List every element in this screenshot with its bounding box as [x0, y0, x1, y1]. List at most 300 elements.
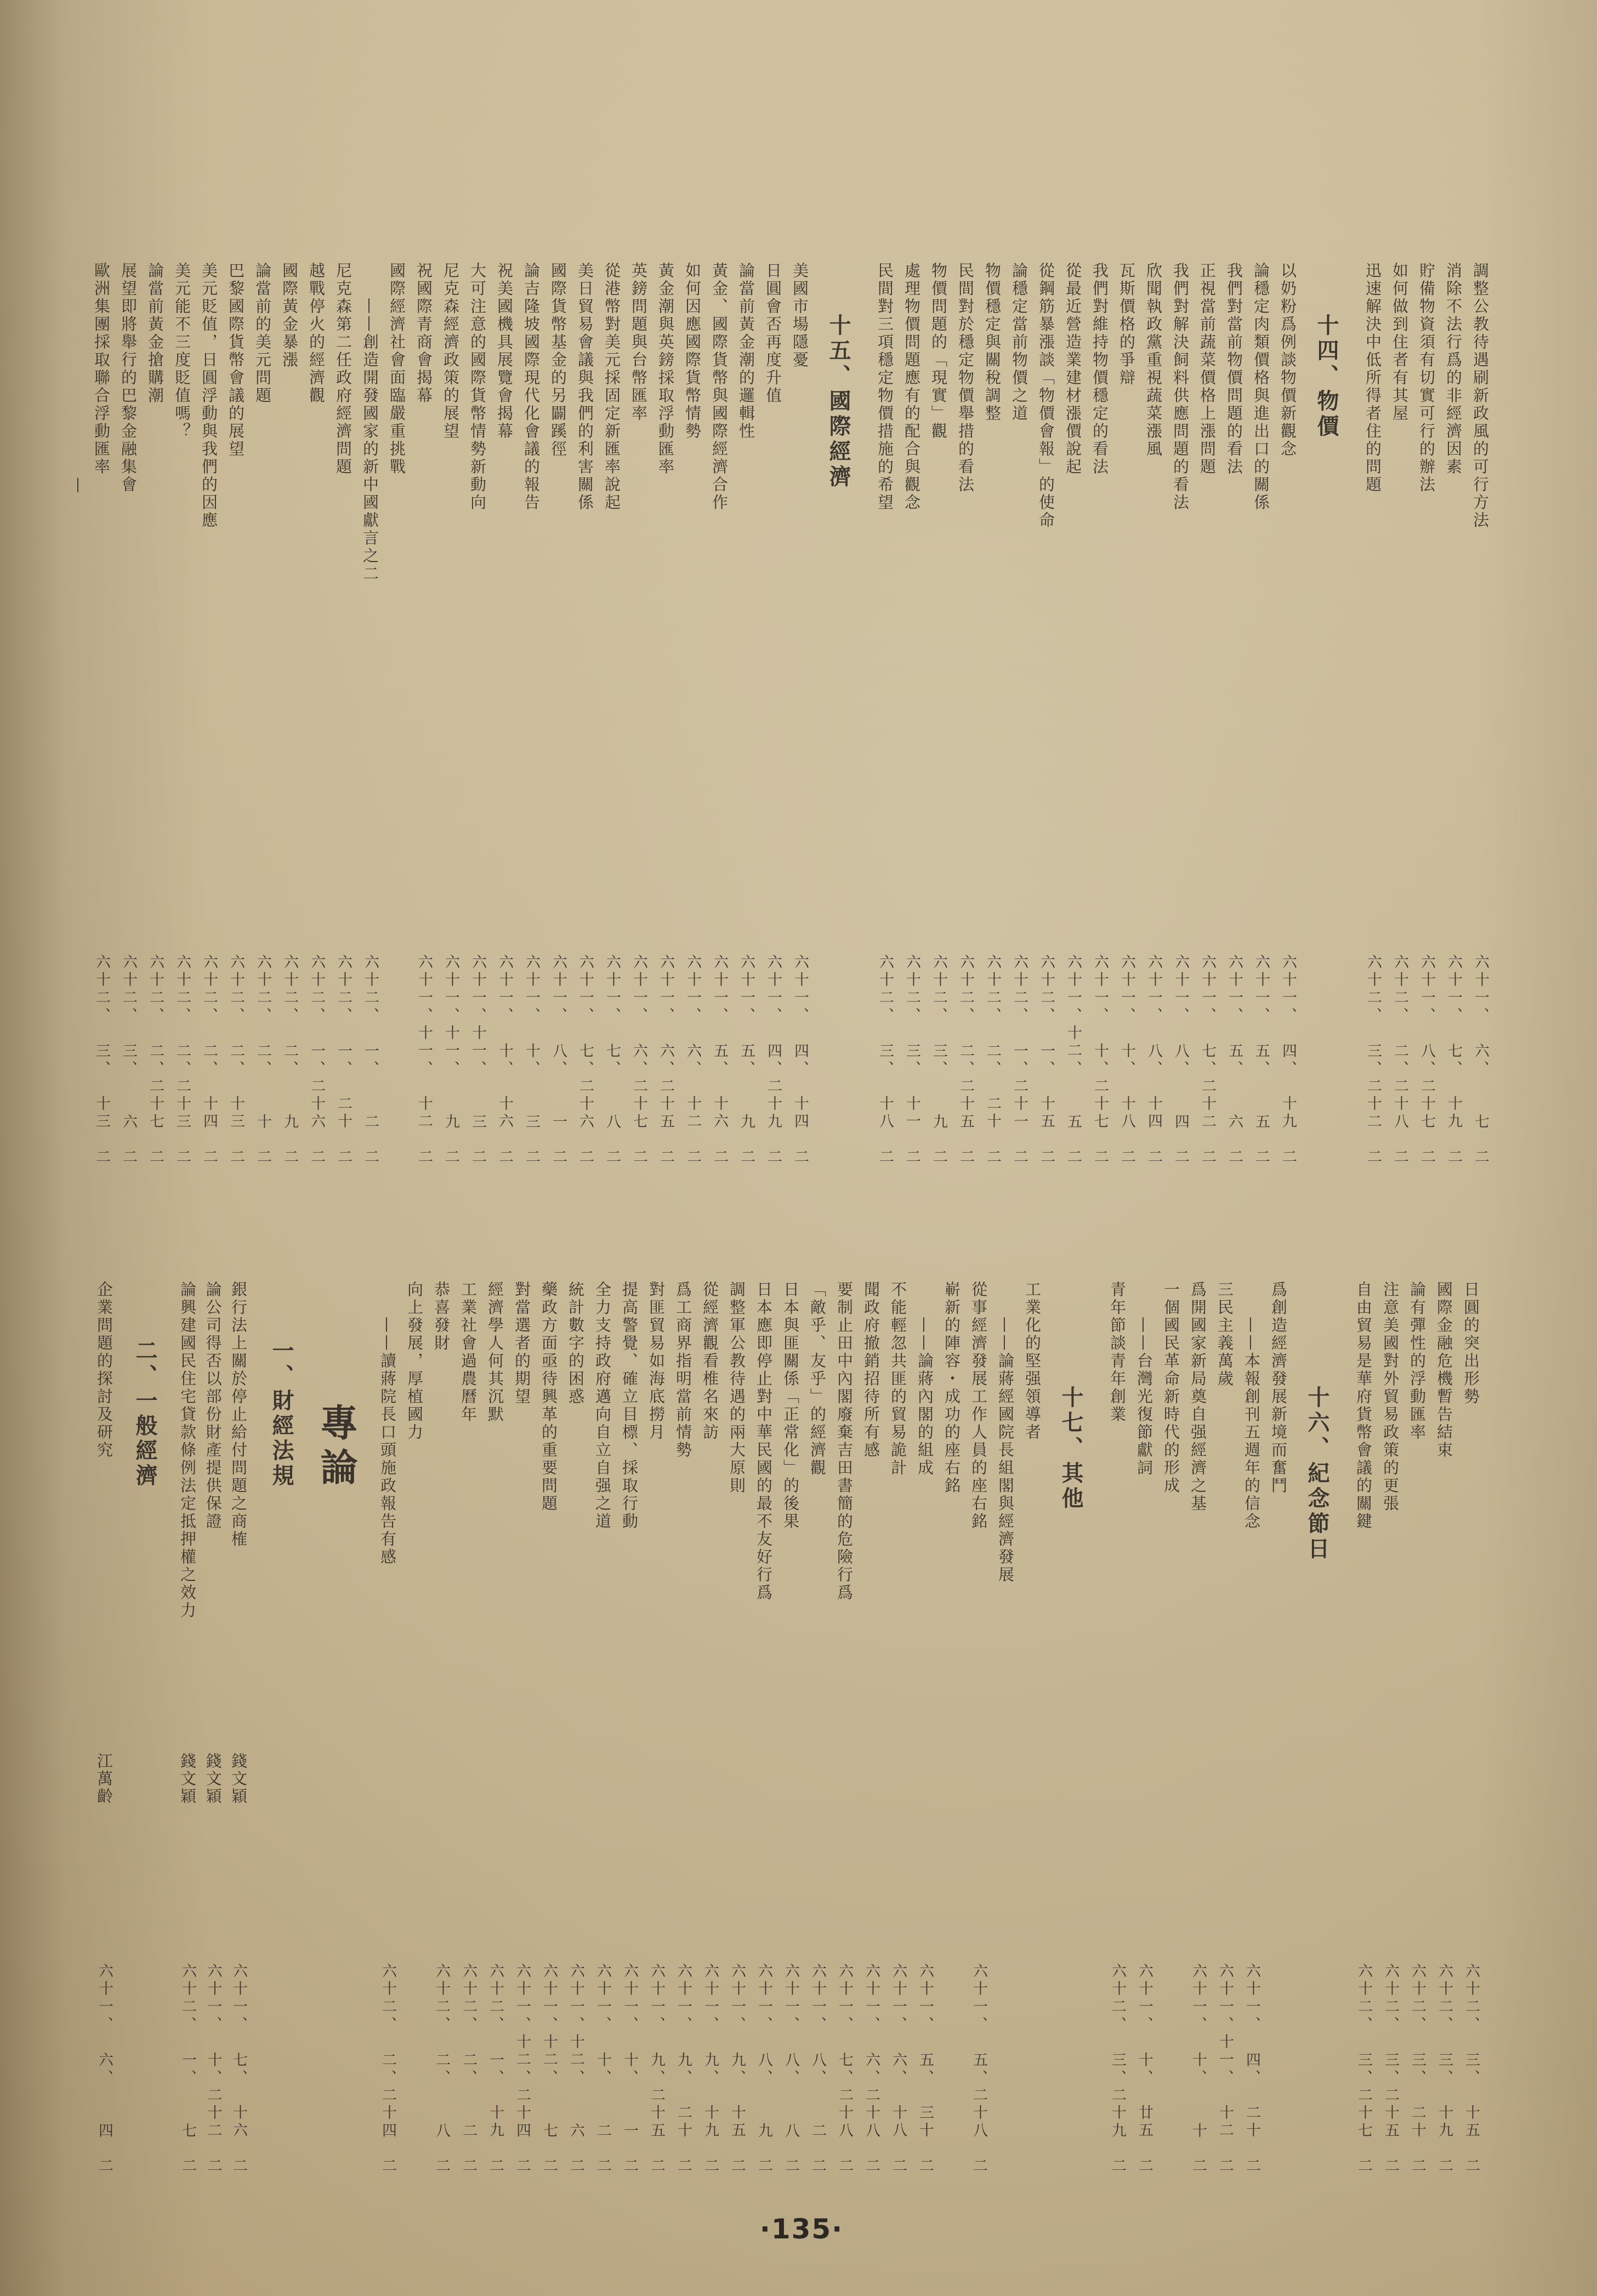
date-gap: [1443, 1131, 1463, 1149]
entry-title: 注意美國對外貿易政策的更張: [1381, 1281, 1400, 1513]
date-year: 六十一: [1226, 954, 1243, 1007]
date-year: 六十二: [433, 1963, 450, 2016]
date-gap: [1009, 1131, 1029, 1149]
entry-title: 聞政府撤銷招待所有感: [862, 1281, 880, 1459]
section-heading: 十六、紀念節日: [1304, 1386, 1330, 1562]
date-page: 二: [917, 2158, 934, 2176]
date-separator: 、: [496, 1007, 513, 1025]
date-gap: [1407, 2140, 1427, 2158]
date-year: 六十一: [96, 1963, 113, 2016]
date-month: 九: [702, 2051, 719, 2070]
date-year: 六十一: [1418, 954, 1435, 1007]
date-day: 二十二: [1365, 1078, 1382, 1132]
entry-date: [92, 954, 111, 1167]
date-page: 二: [487, 2158, 504, 2176]
date-separator: 、: [550, 1007, 567, 1025]
entry-title: 消除不法行爲的非經濟因素: [1444, 262, 1463, 476]
entry-date: [575, 954, 595, 1167]
date-separator: 、: [957, 1007, 974, 1025]
date-page: 二: [711, 1149, 728, 1167]
date-month: 五: [970, 2051, 987, 2070]
date-day: 二十七: [147, 1078, 164, 1132]
entry-date: [834, 1963, 854, 2176]
entry-title: 統計數字的困惑: [566, 1281, 585, 1406]
date-gap: [969, 2140, 988, 2158]
date-separator: 、: [577, 1060, 594, 1079]
date-year: 六十二: [120, 954, 137, 1007]
date-year: 六十一: [657, 954, 674, 1007]
date-separator: 、: [1109, 2069, 1126, 2088]
date-separator: 、: [836, 2069, 853, 2088]
date-separator: 、: [1472, 1007, 1489, 1025]
entry-date: [1144, 954, 1163, 1167]
date-day: 二十八: [1391, 1078, 1408, 1132]
date-page: 二: [442, 1149, 459, 1167]
date-year: 六十一: [863, 1963, 880, 2016]
date-gap: [888, 2140, 908, 2158]
date-page: 二: [281, 1149, 298, 1167]
entry-title: 歐洲集團採取聯合浮動匯率: [92, 262, 111, 476]
date-separator: 、: [1280, 1060, 1297, 1079]
date-month: 七: [230, 2051, 247, 2070]
date-day: 五: [1065, 1113, 1082, 1132]
date-year: 六十一: [567, 1963, 584, 2016]
entry-title: 爲工商界指明當前情勢: [674, 1281, 692, 1459]
date-page: 二: [1092, 1149, 1109, 1167]
date-year: 六十一: [514, 1963, 531, 2016]
date-month: 五: [1226, 1042, 1243, 1061]
entry-date: [1170, 954, 1190, 1167]
date-separator: 、: [1382, 2016, 1399, 2034]
date-day: 二十九: [1109, 2087, 1126, 2141]
date-page: 二: [809, 2158, 826, 2176]
date-page: 二: [729, 2158, 746, 2176]
date-separator: 、: [782, 2016, 799, 2034]
entry-title: 祝美國機具展覽會揭幕: [495, 262, 514, 440]
date-page: 二: [469, 1149, 486, 1167]
date-month: 六: [684, 1042, 701, 1061]
date-gap: [378, 2140, 397, 2158]
entry-title: 論有彈性的浮動匯率: [1408, 1281, 1426, 1442]
date-page: 二: [782, 2158, 799, 2176]
date-page: 二: [1011, 1149, 1028, 1167]
entry-title: 展望即將舉行的巴黎金融集會: [119, 262, 138, 494]
date-day: 二十: [1243, 2105, 1260, 2141]
date-separator: 、: [738, 1060, 755, 1079]
entry-date: [982, 954, 1002, 1167]
date-page: 二: [362, 1149, 379, 1167]
date-separator: 、: [604, 1060, 621, 1079]
date-day: 九: [930, 1113, 947, 1132]
date-gap: [673, 2140, 693, 2158]
date-separator: 、: [1145, 1060, 1162, 1079]
date-day: 十九: [1436, 2105, 1453, 2141]
date-month: 八: [550, 1042, 567, 1061]
entry-date: [539, 1963, 559, 2176]
entry-date: [1117, 954, 1136, 1167]
date-gap: [1417, 1131, 1436, 1149]
date-separator: 、: [1472, 1060, 1489, 1079]
date-page: 二: [1382, 2158, 1399, 2176]
entry-title: 國際貨幣基金的另闢蹊徑: [549, 262, 567, 458]
date-separator: 、: [711, 1007, 728, 1025]
date-separator: 、: [1172, 1007, 1189, 1025]
entry-title: 我們對維持物價穩定的看法: [1090, 262, 1109, 476]
date-separator: 、: [204, 2016, 222, 2034]
date-month: 八: [755, 2051, 772, 2070]
date-page: 二: [1365, 1149, 1382, 1167]
date-year: 六十一: [594, 1963, 611, 2016]
date-gap: [763, 1131, 783, 1149]
date-page: 二: [984, 1149, 1001, 1167]
date-separator: 、: [1065, 1007, 1082, 1025]
date-page: 二: [1226, 1149, 1243, 1167]
date-year: 六十一: [970, 1963, 987, 2016]
date-separator: 、: [809, 2069, 826, 2088]
entry-date: [145, 954, 165, 1167]
date-page: 二: [1118, 1149, 1135, 1167]
date-separator: 、: [984, 1060, 1001, 1079]
date-month: 四: [1280, 1042, 1297, 1061]
date-separator: 、: [379, 2069, 396, 2088]
date-day: 十一: [903, 1096, 920, 1132]
entry-date: [709, 954, 729, 1167]
date-gap: [1461, 2140, 1481, 2158]
date-year: 六十一: [1136, 1963, 1153, 2016]
date-separator: 、: [281, 1060, 298, 1079]
entry-title: 國際黃金暴漲: [280, 262, 299, 369]
date-day: 十八: [1118, 1096, 1135, 1132]
date-separator: 、: [1409, 2069, 1426, 2088]
date-separator: 、: [903, 1060, 920, 1079]
date-separator: 、: [1109, 2016, 1126, 2034]
date-gap: [1144, 1131, 1163, 1149]
date-year: 六十二: [228, 954, 245, 1007]
entry-date: [226, 954, 246, 1167]
date-separator: 、: [594, 2069, 611, 2088]
date-year: 六十一: [890, 1963, 907, 2016]
entry-date: [566, 1963, 586, 2176]
date-year: 六十一: [1190, 1963, 1207, 2016]
date-separator: 、: [1365, 1060, 1382, 1079]
entry-title: 向上發展，厚植國力: [405, 1281, 424, 1442]
entry-title: 民間對三項穩定物價措施的希望: [876, 262, 894, 512]
entry-date: [414, 954, 434, 1167]
date-gap: [593, 2140, 612, 2158]
date-separator: 、: [577, 1007, 594, 1025]
date-separator: 、: [201, 1007, 218, 1025]
entry-date: [360, 954, 380, 1167]
date-separator: 、: [792, 1007, 809, 1025]
date-day: 二十六: [577, 1078, 594, 1132]
date-separator: 、: [970, 2069, 987, 2088]
entry-title: 調整公教待遇刷新政風的可行方法: [1471, 262, 1490, 530]
entry-date: [1461, 1963, 1481, 2176]
entry-title: 藥政方面亟待興革的重要問題: [539, 1281, 558, 1513]
date-separator: 、: [957, 1060, 974, 1079]
date-day: 七: [541, 2122, 558, 2141]
entry-title: 我們對當前物價問題的看法: [1225, 262, 1243, 476]
entry-title: 貯備物資須有切實可行的辦法: [1417, 262, 1436, 494]
date-separator: 、: [755, 2016, 772, 2034]
date-separator: 、: [765, 1007, 782, 1025]
date-month: 一: [487, 2051, 504, 2070]
date-gap: [834, 2140, 854, 2158]
date-separator: 、: [1418, 1007, 1435, 1025]
entry-date: [495, 954, 514, 1167]
date-day: 八: [604, 1113, 621, 1132]
date-gap: [333, 1131, 353, 1149]
date-page: 二: [523, 1149, 540, 1167]
entry-date: [253, 954, 272, 1167]
date-year: 六十一: [792, 954, 809, 1007]
date-separator: 、: [984, 1007, 1001, 1025]
date-day: 九: [755, 2122, 772, 2141]
date-year: 六十一: [765, 954, 782, 1007]
entry-date: [172, 954, 192, 1167]
date-separator: 、: [890, 2069, 907, 2088]
entry-title: 提高警覺、確立目標、採取行動: [620, 1281, 639, 1530]
date-page: 二: [379, 2158, 396, 2176]
date-day: 三: [523, 1113, 540, 1132]
date-separator: 、: [1253, 1060, 1270, 1079]
date-page: 二: [970, 2158, 987, 2176]
date-gap: [1134, 2140, 1154, 2158]
date-page: 二: [836, 2158, 853, 2176]
date-gap: [431, 2140, 451, 2158]
date-page: 二: [1409, 2158, 1426, 2176]
date-page: 二: [93, 1149, 110, 1167]
date-gap: [253, 1131, 272, 1149]
date-page: 二: [755, 2158, 772, 2176]
date-gap: [172, 1131, 192, 1149]
entry-title: 自由貿易是華府貨幣會議的關鍵: [1354, 1281, 1373, 1530]
date-month: 四: [1243, 2051, 1260, 2070]
entry-date: [763, 954, 783, 1167]
date-year: 六十二: [335, 954, 352, 1007]
date-separator: 、: [147, 1060, 164, 1079]
entry-date: [1063, 954, 1083, 1167]
date-separator: 、: [93, 1007, 110, 1025]
date-separator: 、: [469, 1060, 486, 1079]
date-month: 十二: [567, 2034, 584, 2070]
date-page: 二: [120, 1149, 137, 1167]
date-year: 六十一: [917, 1963, 934, 2016]
date-year: 六十二: [1355, 1963, 1372, 2016]
date-separator: 、: [729, 2069, 746, 2088]
date-gap: [145, 1131, 165, 1149]
date-page: 二: [496, 1149, 513, 1167]
date-gap: [548, 1131, 568, 1149]
entry-date: [969, 1963, 988, 2176]
date-day: 六: [1226, 1113, 1243, 1132]
entry-date: [646, 1963, 666, 2176]
date-month: 七: [577, 1042, 594, 1061]
entry-title: 美國市場隱憂: [791, 262, 809, 369]
date-separator: 、: [541, 2069, 558, 2088]
date-page: 二: [648, 2158, 665, 2176]
date-gap: [781, 2140, 800, 2158]
date-separator: 、: [308, 1060, 325, 1079]
entry-title: 日本應即停止對中華民國的最不友好行爲: [754, 1281, 773, 1602]
date-day: 十二: [684, 1096, 701, 1132]
date-month: 七: [1445, 1042, 1462, 1061]
date-year: 六十一: [1243, 1963, 1260, 2016]
date-month: 一: [1011, 1042, 1028, 1061]
date-year: 六十一: [1445, 954, 1462, 1007]
date-separator: 、: [1253, 1007, 1270, 1025]
date-gap: [620, 2140, 639, 2158]
entry-title: 工業社會過農曆年: [459, 1281, 478, 1424]
date-page: 二: [604, 1149, 621, 1167]
entry-title: 瓦斯價格的爭辯: [1117, 262, 1136, 387]
date-month: 六: [1472, 1042, 1489, 1061]
date-separator: 、: [917, 2016, 934, 2034]
entry-date: [754, 1963, 774, 2176]
date-separator: 、: [675, 2016, 692, 2034]
date-month: 三: [93, 1042, 110, 1061]
entry-date: [700, 1963, 720, 2176]
date-day: 七: [179, 2122, 196, 2141]
entry-title: 工業化的堅强領導者: [1023, 1281, 1042, 1442]
date-gap: [458, 2140, 478, 2158]
entry-date: [1434, 1963, 1454, 2176]
date-separator: 、: [416, 1060, 433, 1079]
entry-date: [808, 1963, 827, 2176]
entry-date: [902, 954, 922, 1167]
date-separator: 、: [877, 1007, 894, 1025]
entry-title: 對當選者的期望: [513, 1281, 531, 1406]
date-page: 二: [308, 1149, 325, 1167]
date-separator: 、: [1217, 2016, 1234, 2034]
date-month: 一: [179, 2051, 196, 2070]
date-day: 九: [281, 1113, 298, 1132]
date-year: 六十一: [1145, 954, 1162, 1007]
date-year: 六十一: [1199, 954, 1216, 1007]
entry-title: 論興建國民住宅貸款條例法定抵押權之效力: [178, 1281, 197, 1620]
date-year: 六十一: [523, 954, 540, 1007]
date-separator: 、: [442, 1007, 459, 1025]
date-month: 十: [523, 1042, 540, 1061]
date-separator: 、: [630, 1007, 647, 1025]
date-separator: 、: [1391, 1060, 1408, 1079]
date-gap: [683, 1131, 702, 1149]
date-separator: 、: [379, 2016, 396, 2034]
date-year: 六十二: [1011, 954, 1028, 1007]
date-year: 六十一: [738, 954, 755, 1007]
date-day: 十五: [729, 2105, 746, 2141]
date-separator: 、: [1145, 1007, 1162, 1025]
date-day: 十: [1190, 2122, 1207, 2141]
date-year: 六十一: [684, 954, 701, 1007]
date-day: 二十七: [1092, 1078, 1109, 1132]
date-page: 二: [675, 2158, 692, 2176]
date-year: 六十一: [230, 1963, 247, 2016]
date-gap: [1380, 2140, 1400, 2158]
date-year: 六十二: [1436, 1963, 1453, 2016]
date-month: 二: [379, 2051, 396, 2070]
entry-title: 論當前黃金潮的邏輯性: [737, 262, 755, 440]
date-month: 二: [1391, 1042, 1408, 1061]
date-year: 六十二: [903, 954, 920, 1007]
date-separator: 、: [514, 2016, 531, 2034]
date-year: 六十二: [1463, 1963, 1480, 2016]
date-gap: [1036, 1131, 1056, 1149]
date-separator: 、: [729, 2016, 746, 2034]
date-separator: 、: [1463, 2016, 1480, 2034]
date-page: 二: [1445, 1149, 1462, 1167]
date-day: 五: [1253, 1113, 1270, 1132]
entry-title: 對匪貿易如海底撈月: [647, 1281, 666, 1442]
date-day: 四: [1172, 1113, 1189, 1132]
date-page: 二: [1355, 2158, 1372, 2176]
date-separator: 、: [460, 2016, 477, 2034]
date-day: 三: [469, 1113, 486, 1132]
date-month: 六: [863, 2051, 880, 2070]
entry-date: [1363, 954, 1383, 1167]
date-gap: [1278, 1131, 1298, 1149]
date-separator: 、: [1436, 2069, 1453, 2088]
date-month: 十: [496, 1042, 513, 1061]
date-month: 六: [657, 1042, 674, 1061]
subsection-heading: 一、財經法規: [269, 1339, 294, 1489]
date-year: 六十一: [809, 1963, 826, 2016]
date-separator: 、: [204, 2069, 222, 2088]
date-separator: 、: [174, 1007, 191, 1025]
date-separator: 、: [335, 1060, 352, 1079]
date-day: 六: [120, 1113, 137, 1132]
date-separator: 、: [1382, 2069, 1399, 2088]
date-page: 二: [335, 1149, 352, 1167]
date-page: 二: [930, 1149, 947, 1167]
entry-title: 不能輕忽共匪的貿易詭計: [889, 1281, 907, 1477]
entry-title: 論當前黃金搶購潮: [146, 262, 164, 405]
entry-date: [683, 954, 702, 1167]
date-separator: 、: [1118, 1007, 1135, 1025]
date-day: 二十: [335, 1096, 352, 1132]
continuation-mark: —: [70, 477, 88, 493]
date-day: 二十一: [1011, 1078, 1028, 1132]
date-day: 二: [362, 1113, 379, 1132]
date-year: 六十二: [487, 1963, 504, 2016]
date-separator: 、: [1217, 2069, 1234, 2088]
entry-date: [1224, 954, 1244, 1167]
date-page: 二: [792, 1149, 809, 1167]
date-separator: 、: [487, 2069, 504, 2088]
date-separator: 、: [416, 1007, 433, 1025]
date-page: 二: [1463, 2158, 1480, 2176]
date-day: 十九: [1445, 1096, 1462, 1132]
date-gap: [736, 1131, 756, 1149]
entry-title: 尼克森第二任政府經濟問題: [334, 262, 353, 476]
date-gap: [92, 1131, 111, 1149]
entry-subtitle: ——台灣光復節獻詞: [1135, 1317, 1153, 1477]
date-year: 六十一: [648, 1963, 665, 2016]
date-page: 二: [1038, 1149, 1055, 1167]
date-month: 三: [1365, 1042, 1382, 1061]
entry-title: 從經濟觀看椎名來訪: [701, 1281, 719, 1442]
entry-date: [593, 1963, 612, 2176]
date-separator: 、: [496, 1060, 513, 1079]
date-separator: 、: [335, 1007, 352, 1025]
entry-title: 經濟學人何其沉默: [486, 1281, 504, 1424]
date-gap: [199, 1131, 219, 1149]
date-day: 二十四: [514, 2087, 531, 2141]
entry-date: [458, 1963, 478, 2176]
entry-date: [1134, 1963, 1154, 2176]
date-year: 六十二: [254, 954, 271, 1007]
entry-title: 物價問題的「現實」觀: [929, 262, 948, 440]
